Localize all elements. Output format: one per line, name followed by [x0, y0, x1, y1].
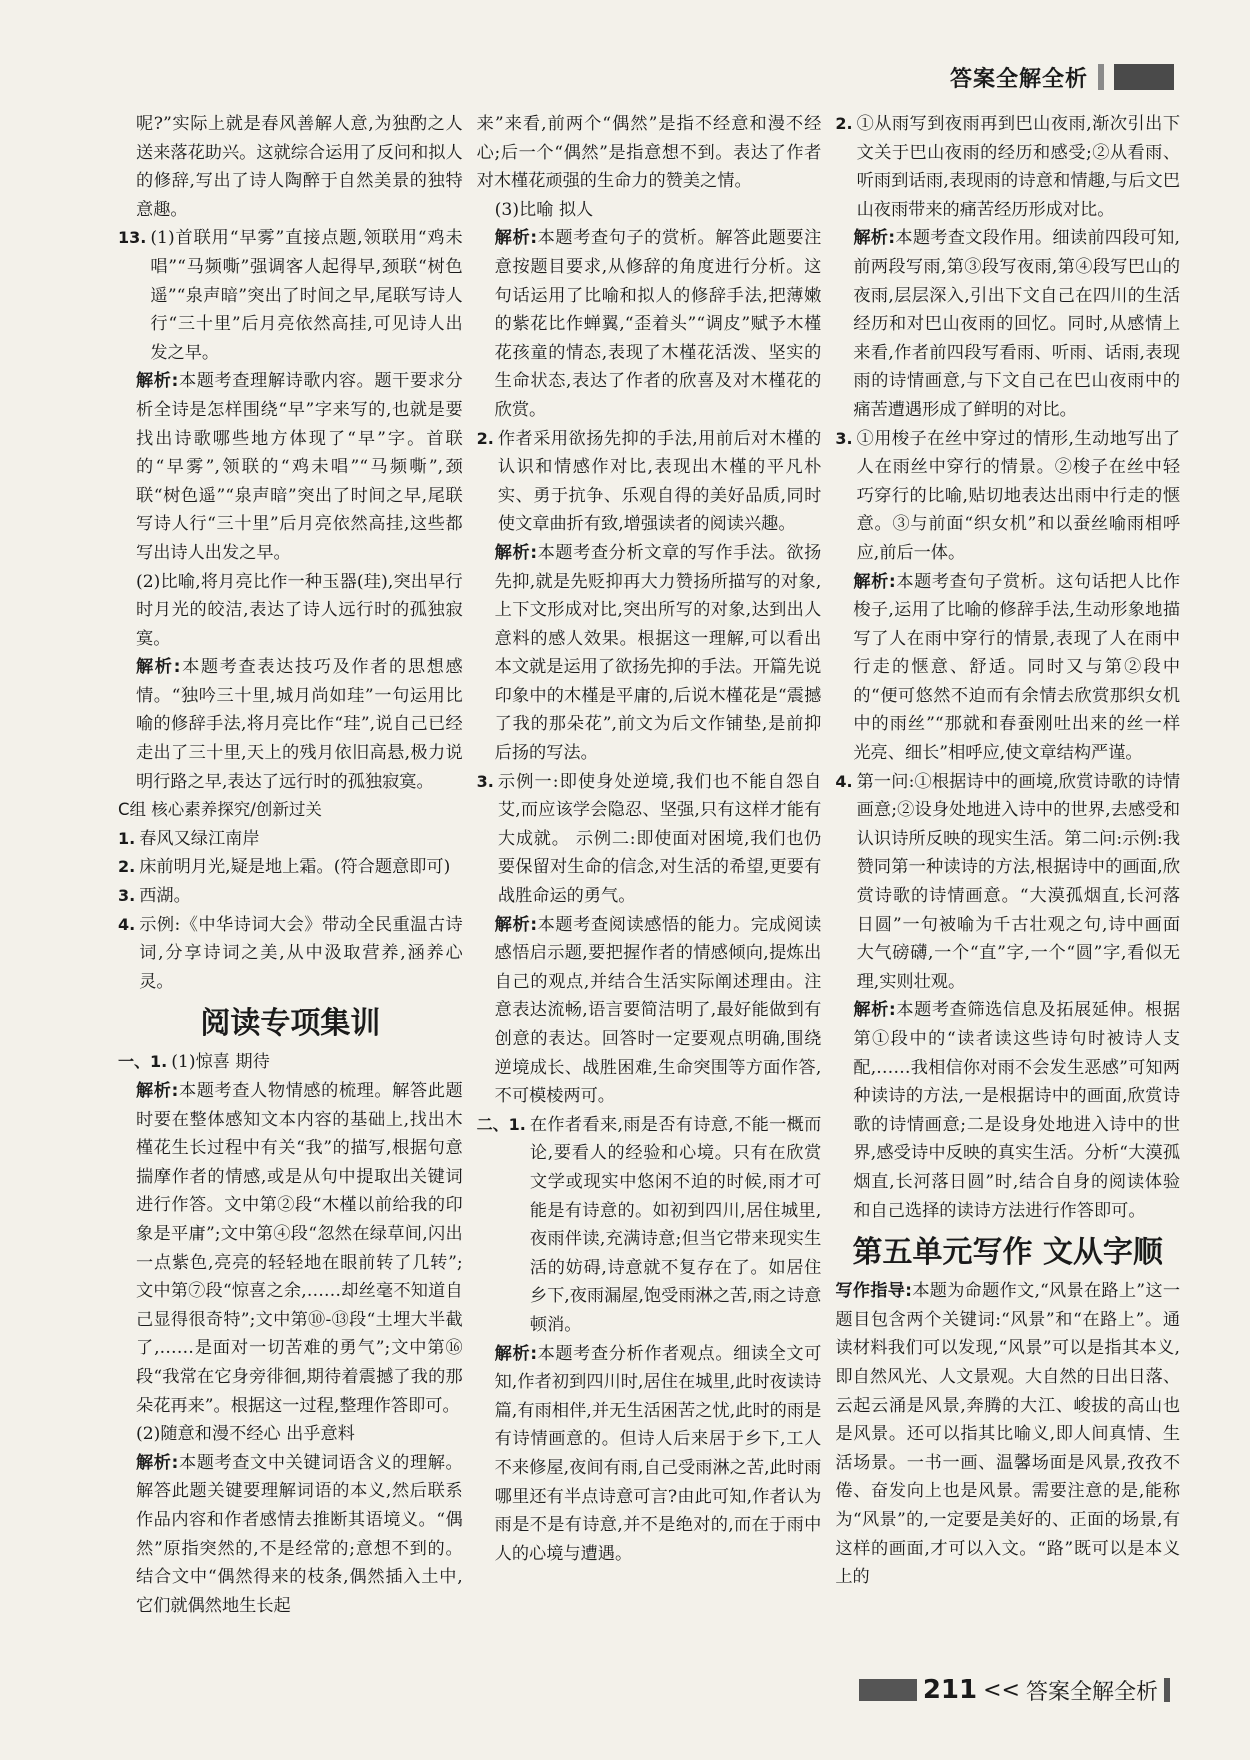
answer-text: (2)比喻,将月亮比作一种玉器(珪),突出早行时月光的皎洁,表达了诗人远行时的孤独寂寞。	[136, 571, 463, 649]
question-number: 2.	[476, 428, 494, 448]
page-number: 211	[922, 1675, 978, 1705]
section-title: 阅读专项集训	[200, 1006, 381, 1042]
header-separator	[1098, 64, 1104, 90]
question-number: 4.	[835, 771, 853, 791]
answer-text: (3)比喻 拟人	[494, 199, 594, 220]
question-number: 3.	[835, 428, 853, 448]
analysis-label: 解析:	[136, 371, 179, 392]
question-c2	[118, 853, 463, 882]
footer-chevrons: <<	[983, 1677, 1020, 1703]
analysis-label: 解析:	[136, 657, 181, 678]
column-3	[835, 110, 1180, 1665]
analysis-label: 解析:	[494, 228, 538, 249]
question-3	[477, 768, 822, 911]
analysis	[477, 224, 822, 424]
analysis-text: 本题考查文段作用。细读前四段可知,前两段写雨,第③段写夜雨,第④段写巴山的夜雨,层层深入,引出下文自己在四川的生活经历和对巴山夜雨的回忆。同时,从感情上来看,作者前四段写看雨、听雨、话雨,表现雨的诗情画意,与下文自己在巴山夜雨中的痛苦遭遇形成了鲜明的对比。	[853, 228, 1181, 420]
analysis-label: 解析:	[494, 542, 538, 563]
guide-label: 写作指导:	[835, 1281, 913, 1302]
page-header	[950, 60, 1174, 94]
guide-text: 本题为命题作文,“风景在路上”这一题目包含两个关键词:“风景”和“在路上”。通读材料我们可以发现,“风景”可以是指其本义,即自然风光、人文景观。大自然的日出日落、云起云涌是风景,奔腾的大江、峻拔的高山也是风景。还可以指其比喻义,即人间真情、生活场景。一书一画、温馨场面是风景,孜孜不倦、奋发向上也是风景。需要注意的是,能称为“风景”的,一定要是美好的、正面的场景,有这样的画面,才可以入文。“路”既可以是本义上的	[835, 1281, 1181, 1588]
analysis-label: 解析:	[136, 1081, 179, 1101]
header-bar	[1114, 64, 1174, 90]
footer-title: 答案全解全析	[1025, 1679, 1158, 1705]
analysis	[477, 911, 822, 1111]
answer-text: ①从雨写到夜雨再到巴山夜雨,渐次引出下文关于巴山夜雨的经历和感受;②从看雨、听雨到话雨,表现雨的诗意和情趣,与后文巴山夜雨带来的痛苦经历形成对比。	[856, 114, 1181, 220]
answer-text: 示例一:即使身处逆境,我们也不能自怨自艾,而应该学会隐忍、坚强,只有这样才能有大成就。 示例二:即使面对困境,我们也仍要保留对生命的信念,对生活的希望,更要有战胜命运的勇气。	[497, 771, 822, 907]
analysis-text: 本题考查句子的赏析。解答此题要注意按题目要求,从修辞的角度进行分析。这句话运用了比喻和拟人的修辞手法,把薄嫩的紫花比作蝉翼,“歪着头”“调皮”赋予木槿花孩童的情态,表现了木槿花活泼、坚实的生命状态,表达了作者的欣喜及对木槿花的欣赏。	[494, 228, 822, 420]
answer-text: (1)首联用“早雾”直接点题,领联用“鸡未唱”“马频嘶”强调客人起得早,颈联“树色遥”“泉声暗”突出了时间之早,尾联写诗人行“三十里”后月亮依然高挂,可见诗人出发之早。	[150, 228, 463, 363]
question-number: 二、1.	[476, 1114, 526, 1134]
question-2	[835, 110, 1180, 224]
answer-text: 第一问:①根据诗中的画境,欣赏诗歌的诗情画意;②设身处地进入诗中的世界,去感受和认识诗所反映的现实生活。第二问:示例:我赞同第一种读诗的方法,根据诗中的画面,欣赏诗歌的诗情画意。“大漠孤烟直,长河落日圆”一句被喻为千古壮观之句,诗中画面大气磅礴,一个“直”字,一个“圆”字,看似无理,实则壮观。	[856, 771, 1181, 992]
page-footer	[859, 1672, 1170, 1708]
analysis	[118, 367, 463, 567]
question-number: 2.	[118, 857, 136, 877]
question-number: 13.	[118, 228, 147, 248]
question-13	[118, 224, 463, 367]
answer-text: ①用梭子在丝中穿过的情形,生动地写出了人在雨丝中穿行的情景。②梭子在丝中轻巧穿行的比喻,贴切地表达出雨中行走的惬意。③与前面“织女机”和以蚕丝喻雨相呼应,前后一体。	[856, 428, 1181, 563]
analysis	[118, 653, 463, 796]
section-title: 第五单元写作 文从字顺	[852, 1235, 1163, 1271]
analysis-text: 本题考查分析文章的写作手法。欲扬先抑,就是先贬抑再大力赞扬所描写的对象,上下文形成对比,突出所写的对象,达到出人意料的感人效果。根据这一理解,可以看出本文就是运用了欲扬先抑的手法。开篇先说印象中的木槿是平庸的,后说木槿花是“震撼了我的那朵花”,前文为后文作铺垫,是前抑后扬的写法。	[494, 542, 822, 764]
writing-guide	[835, 1277, 1180, 1592]
analysis-text: 本题考查分析作者观点。细读全文可知,作者初到四川时,居住在城里,此时夜读诗篇,有雨相伴,并无生活困苦之忧,此时的雨是有诗情画意的。但诗人后来居于乡下,工人不来修屋,夜间有雨,自己受雨淋之苦,此时雨哪里还有半点诗意可言?由此可知,作者认为雨是不是有诗意,并不是绝对的,而在于雨中人的心境与遭遇。	[494, 1343, 822, 1564]
answer-text: 作者采用欲扬先抑的手法,用前后对木槿的认识和情感作对比,表现出木槿的平凡朴实、勇于抗争、乐观自得的美好品质,同时使文章曲折有致,增强读者的阅读兴趣。	[497, 428, 822, 535]
analysis-text: 本题考查筛选信息及拓展延伸。根据第①段中的“读者读这些诗句时被诗人支配,……我相信你对雨不会发生恶感”可知两种读诗的方法,一是根据诗中的画面,欣赏诗歌的诗情画意;二是设身处地进入诗中的世界,感受诗中反映的真实生活。分析“大漠孤烟直,长河落日圆”时,结合自身的阅读体验和自己选择的读诗方法进行作答即可。	[853, 1000, 1181, 1221]
question-number: 3.	[118, 886, 136, 906]
analysis	[477, 1340, 822, 1569]
question-number: 一、1.	[118, 1052, 168, 1072]
question-number: 3.	[476, 771, 494, 791]
analysis-text: 本题考查表达技巧及作者的思想感情。“独吟三十里,城月尚如珪”一句运用比喻的修辞手法,将月亮比作“珪”,说自己已经走出了三十里,天上的残月依旧高悬,极力说明行路之早,表达了远行时的孤独寂寞。	[136, 657, 463, 792]
analysis	[835, 224, 1180, 424]
question-c3	[118, 882, 463, 911]
question-c1	[118, 825, 463, 854]
analysis-text: 本题考查理解诗歌内容。题干要求分析全诗是怎样围绕“早”字来写的,也就是要找出诗歌哪些地方体现了“早”字。首联的“早雾”,领联的“鸡未唱”“马频嘶”,颈联“树色遥”“泉声暗”突出了时间之早,尾联写诗人行“三十里”后月亮依然高挂,这些都写出诗人出发之早。	[136, 371, 463, 563]
analysis-text: 本题考查文中关键词语含义的理解。解答此题关键要理解词语的本义,然后联系作品内容和作者感情去推断其语境义。“偶然”原指突然的,不是经常的;意想不到的。结合文中“偶然得来的枝条,偶然插入土中,它们就偶然地生长起	[136, 1452, 463, 1616]
question-4	[835, 768, 1180, 997]
answer-text: 西湖。	[139, 886, 191, 907]
analysis-label: 解析:	[136, 1452, 179, 1473]
header-title: 答案全解全析	[949, 66, 1088, 92]
paragraph: 来”来看,前两个“偶然”是指不经意和漫不经心;后一个“偶然”是指意想不到。表达了作者对木槿花顽强的生命力的赞美之情。	[476, 114, 822, 192]
question-3	[835, 425, 1180, 568]
analysis	[118, 1449, 463, 1621]
answer-text: 示例:《中华诗词大会》带动全民重温古诗词,分享诗词之美,从中汲取营养,涵养心灵。	[139, 914, 463, 992]
analysis	[118, 1077, 463, 1420]
column-1	[118, 110, 463, 1665]
answer-text: 在作者看来,雨是否有诗意,不能一概而论,要看人的经验和心境。只有在欣赏文学或现实中悠闲不迫的时候,雨才可能是有诗意的。如初到四川,居住城里,夜雨伴读,充满诗意;但当它带来现实生活的妨碍,诗意就不复存在了。如居住乡下,夜雨漏屋,饱受雨淋之苦,雨之诗意顿消。	[529, 1114, 822, 1335]
analysis-label: 解析:	[494, 1343, 538, 1364]
answer-text: 床前明月光,疑是地上霜。(符合题意即可)	[139, 857, 451, 878]
analysis	[835, 996, 1180, 1225]
question-number: 4.	[118, 914, 136, 934]
analysis-text: 本题考查人物情感的梳理。解答此题时要在整体感知文本内容的基础上,找出木槿花生长过程中有关“我”的描写,根据句意揣摩作者的情感,或是从句中提取出关键词进行作答。文中第②段“木槿以前给我的印象是平庸”;文中第④段“忽然在绿草间,闪出一点紫色,亮亮的轻轻地在眼前转了几转”;文中第⑦段“惊喜之余,……却丝毫不知道自己显得很奇特”;文中第⑩-⑬段“土埋大半截了,……是面对一切苦难的勇气”;文中第⑯段“我常在它身旁徘徊,期待着震撼了我的那朵花再来”。根据这一过程,整理作答即可。	[136, 1081, 463, 1416]
analysis	[835, 568, 1180, 768]
footer-bar	[859, 1679, 917, 1701]
analysis-text: 本题考查阅读感悟的能力。完成阅读感悟启示题,要把握作者的情感倾向,提炼出自己的观点,并结合生活实际阐述理由。注意表达流畅,语言要简洁明了,最好能做到有创意的表达。回答时一定要观点明确,围绕逆境成长、战胜困难,生命突围等方面作答,不可模棱两可。	[494, 914, 822, 1107]
analysis	[477, 539, 822, 768]
analysis-label: 解析:	[853, 228, 896, 249]
analysis-label: 解析:	[853, 571, 896, 592]
question-number: 2.	[835, 114, 853, 133]
answer-text: (2)随意和漫不经心 出乎意料	[136, 1424, 355, 1445]
footer-end-bar	[1164, 1678, 1170, 1702]
paragraph: 呢?”实际上就是春风善解人意,为独酌之人送来落花助兴。这就综合运用了反问和拟人的修辞,写出了诗人陶醉于自然美景的独特意趣。	[136, 114, 463, 220]
answer-text: (1)惊喜 期待	[171, 1052, 270, 1073]
analysis-text: 本题考查句子赏析。这句话把人比作梭子,运用了比喻的修辞手法,生动形象地描写了人在雨中穿行的情景,表现了人在雨中行走的惬意、舒适。同时又与第②段中的“便可悠然不迫而有余情去欣赏那织女机中的雨丝”“那就和春蚕刚吐出来的丝一样光亮、细长”相呼应,使文章结构严谨。	[853, 571, 1181, 764]
analysis-label: 解析:	[494, 914, 538, 935]
question-c4	[118, 911, 463, 997]
column-2	[477, 110, 822, 1665]
question-number: 1.	[118, 828, 136, 848]
question-2	[477, 425, 822, 539]
answer-text: 春风又绿江南岸	[139, 828, 260, 849]
question-2-1	[477, 1111, 822, 1340]
analysis-label: 解析:	[853, 1000, 896, 1021]
question-r1	[118, 1048, 463, 1077]
group-title: C组 核心素养探究/创新过关	[118, 800, 322, 820]
content-columns	[118, 110, 1180, 1665]
